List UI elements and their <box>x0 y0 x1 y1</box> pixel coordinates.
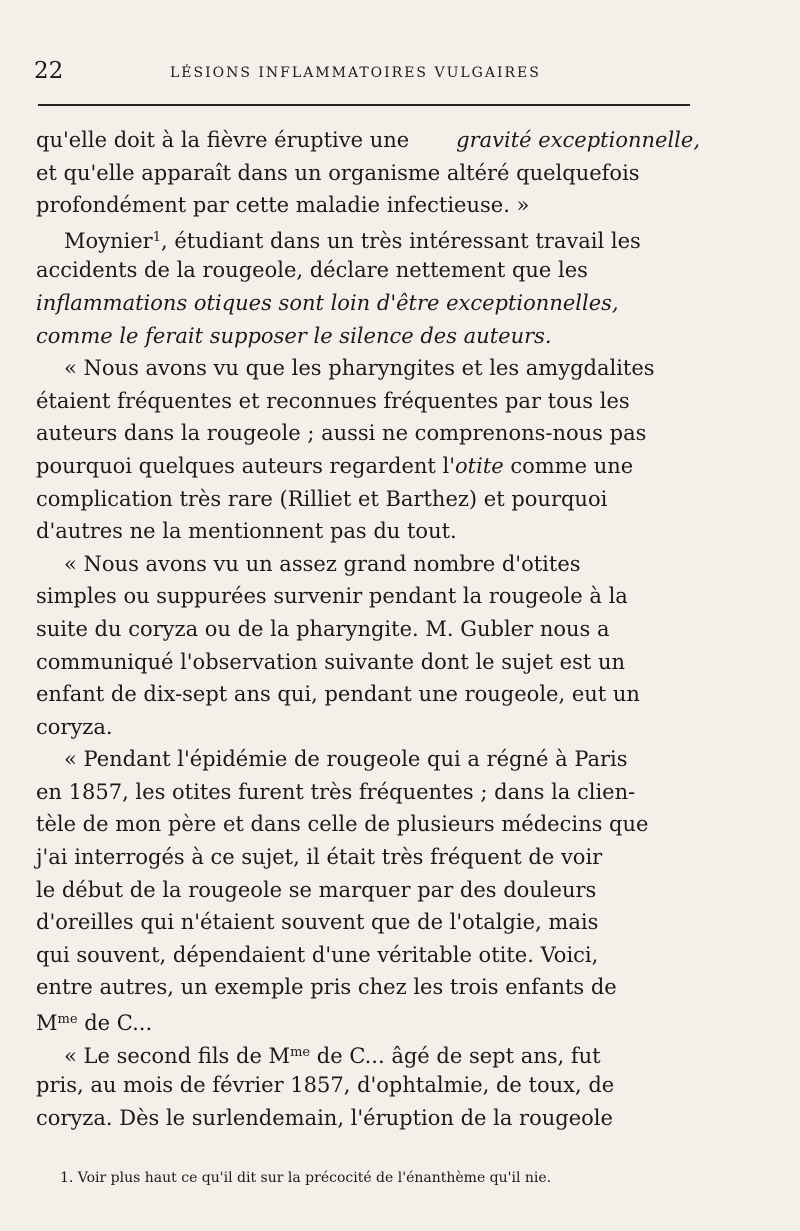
text-line: j'ai interrogés à ce sujet, il était très fréquent de voir <box>36 845 603 870</box>
text-line: coryza. <box>36 714 113 739</box>
text-line: auteurs dans la rougeole ; aussi ne comprenons-nous pas <box>36 421 647 446</box>
text-line: qui souvent, dépendaient d'une véritable otite. Voici, <box>36 942 599 967</box>
text-line: « Nous avons vu que les pharyngites et les amygdalites <box>64 356 655 381</box>
text-line: le début de la rougeole se marquer par des douleurs <box>36 877 597 902</box>
page-number: 22 <box>34 58 64 84</box>
text-line: $M^{me}$ de C... <box>36 1011 153 1036</box>
text-line: pris, au mois de février 1857, d'ophtalmie, de toux, de <box>36 1073 615 1098</box>
text-line: Moynier$^1$, étudiant dans un très intéressant travail les <box>64 228 641 253</box>
running-head: LÉSIONS INFLAMMATOIRES VULGAIRES <box>170 65 541 81</box>
text-line: inflammations otiques sont loin d'être exceptionnelles, <box>36 290 619 315</box>
text-line: en 1857, les otites furent très fréquentes ; dans la clien- <box>36 779 636 804</box>
text-line: « Le second fils de $M^{me}$ de C... âgé de sept ans, fut <box>64 1043 601 1068</box>
text-line: enfant de dix-sept ans qui, pendant une rougeole, eut un <box>36 682 640 707</box>
text-line: complication très rare (Rilliet et Barthez) et pourquoi <box>36 486 608 511</box>
text-line: qu'elle doit à la fièvre éruptive une gravité exceptionnelle, <box>36 128 700 152</box>
text-line: profondément par cette maladie infectieuse. » <box>36 193 530 218</box>
body-text <box>36 124 700 1134</box>
text-line: « Pendant l'épidémie de rougeole qui a régné à Paris <box>64 747 628 772</box>
text-line: entre autres, un exemple pris chez les trois enfants de <box>36 975 617 1000</box>
footnote-marker: 1 <box>152 229 161 245</box>
text-line: communiqué l'observation suivante dont le sujet est un <box>36 649 626 674</box>
text-line: accidents de la rougeole, déclare nettement que les <box>36 258 588 283</box>
text-line: coryza. Dès le surlendemain, l'éruption de la rougeole <box>36 1105 613 1130</box>
text-line: d'oreilles qui n'étaient souvent que de l'otalgie, mais <box>36 910 599 935</box>
text-line: tèle de mon père et dans celle de plusieurs médecins que <box>36 812 649 837</box>
footnote: 1. Voir plus haut ce qu'il dit sur la précocité de l'énanthème qu'il nie. <box>60 1170 552 1186</box>
text-line: pourquoi quelques auteurs regardent l'otite comme une <box>36 453 634 478</box>
text-line: comme le ferait supposer le silence des auteurs. <box>36 323 552 348</box>
header-rule <box>38 104 690 106</box>
text-line: « Nous avons vu un assez grand nombre d'otites <box>64 551 581 576</box>
text-line: et qu'elle apparaît dans un organisme altéré quelquefois <box>36 160 640 185</box>
text-line: simples ou suppurées survenir pendant la rougeole à la <box>36 584 628 609</box>
text-line: suite du coryza ou de la pharyngite. M. Gubler nous a <box>36 616 610 641</box>
page-header <box>34 58 694 88</box>
text-line: d'autres ne la mentionnent pas du tout. <box>36 519 457 544</box>
text-line: étaient fréquentes et reconnues fréquentes par tous les <box>36 388 630 413</box>
